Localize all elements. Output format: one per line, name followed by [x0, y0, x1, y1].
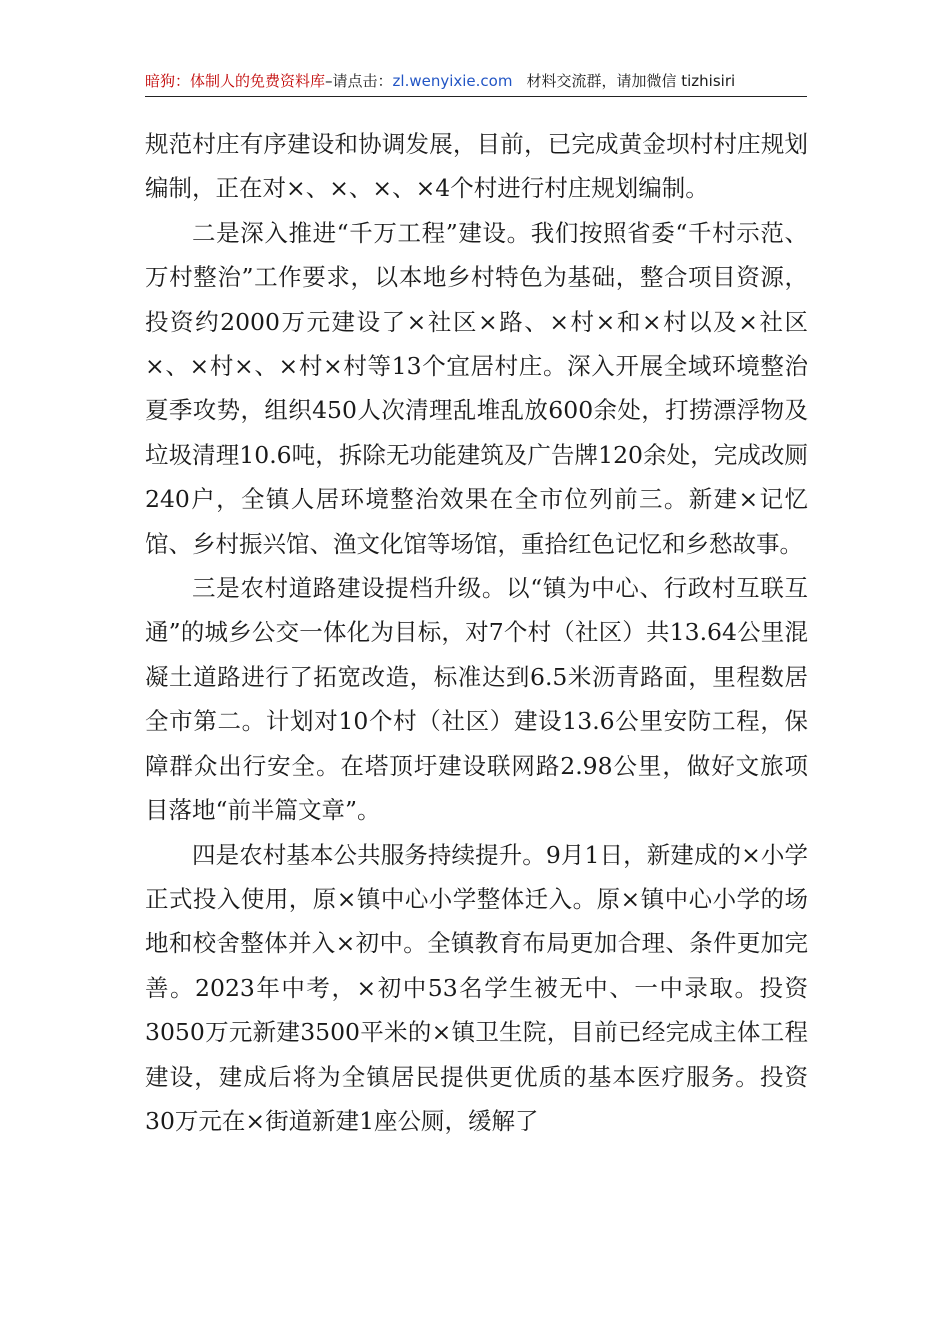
paragraph-two: 二是深入推进“千万工程”建设。我们按照省委“千村示范、万村整治”工作要求，以本地乡村特色为基础，整合项目资源，投资约2000万元建设了×社区×路、×村×和×村以及×社区×、×村×、×村×村等13个宜居村庄。深入开展全域环境整治夏季攻势，组织450人次清理乱堆乱放600余处，打捞漂浮物及垃圾清理10.6吨，拆除无功能建筑及广告牌120余处，完成改厕240户，全镇人居环境整治效果在全市位列前三。新建×记忆馆、乡村振兴馆、渔文化馆等场馆，重拾红色记忆和乡愁故事。 [145, 218, 808, 558]
header-wechat-group: 材料交流群，请加微信 tizhisiri [526, 72, 736, 90]
header-brand: 暗狗：体制人的免费资料库 [145, 72, 326, 90]
paragraph-four: 四是农村基本公共服务持续提升。9月1日，新建成的×小学正式投入使用，原×镇中心小学整体迁入。原×镇中心小学的场地和校舍整体并入×初中。全镇教育布局更加合理、条件更加完善。2023年中考，×初中53名学生被无中、一中录取。投资3050万元新建3500平米的×镇卫生院，目前已经完成主体工程建设，建成后将为全镇居民提供更优质的基本医疗服务。投资30万元在×街道新建1座公厕，缓解了 [145, 840, 808, 1135]
page-header [145, 66, 807, 97]
paragraph-three: 三是农村道路建设提档升级。以“镇为中心、行政村互联互通”的城乡公交一体化为目标，对7个村（社区）共13.64公里混凝土道路进行了拓宽改造，标准达到6.5米沥青路面，里程数居全市第二。计划对10个村（社区）建设13.6公里安防工程，保障群众出行安全。在塔顶圩建设联网路2.98公里，做好文旅项目落地“前半篇文章”。 [145, 574, 808, 825]
paragraph-continued: 规范村庄有序建设和协调发展，目前，已完成黄金坝村村庄规划编制，正在对×、×、×、×4个村进行村庄规划编制。 [145, 130, 808, 203]
header-link[interactable]: zl.wenyixie.com [392, 72, 513, 90]
header-prompt: –请点击： [325, 72, 393, 90]
document-body [145, 122, 808, 1143]
